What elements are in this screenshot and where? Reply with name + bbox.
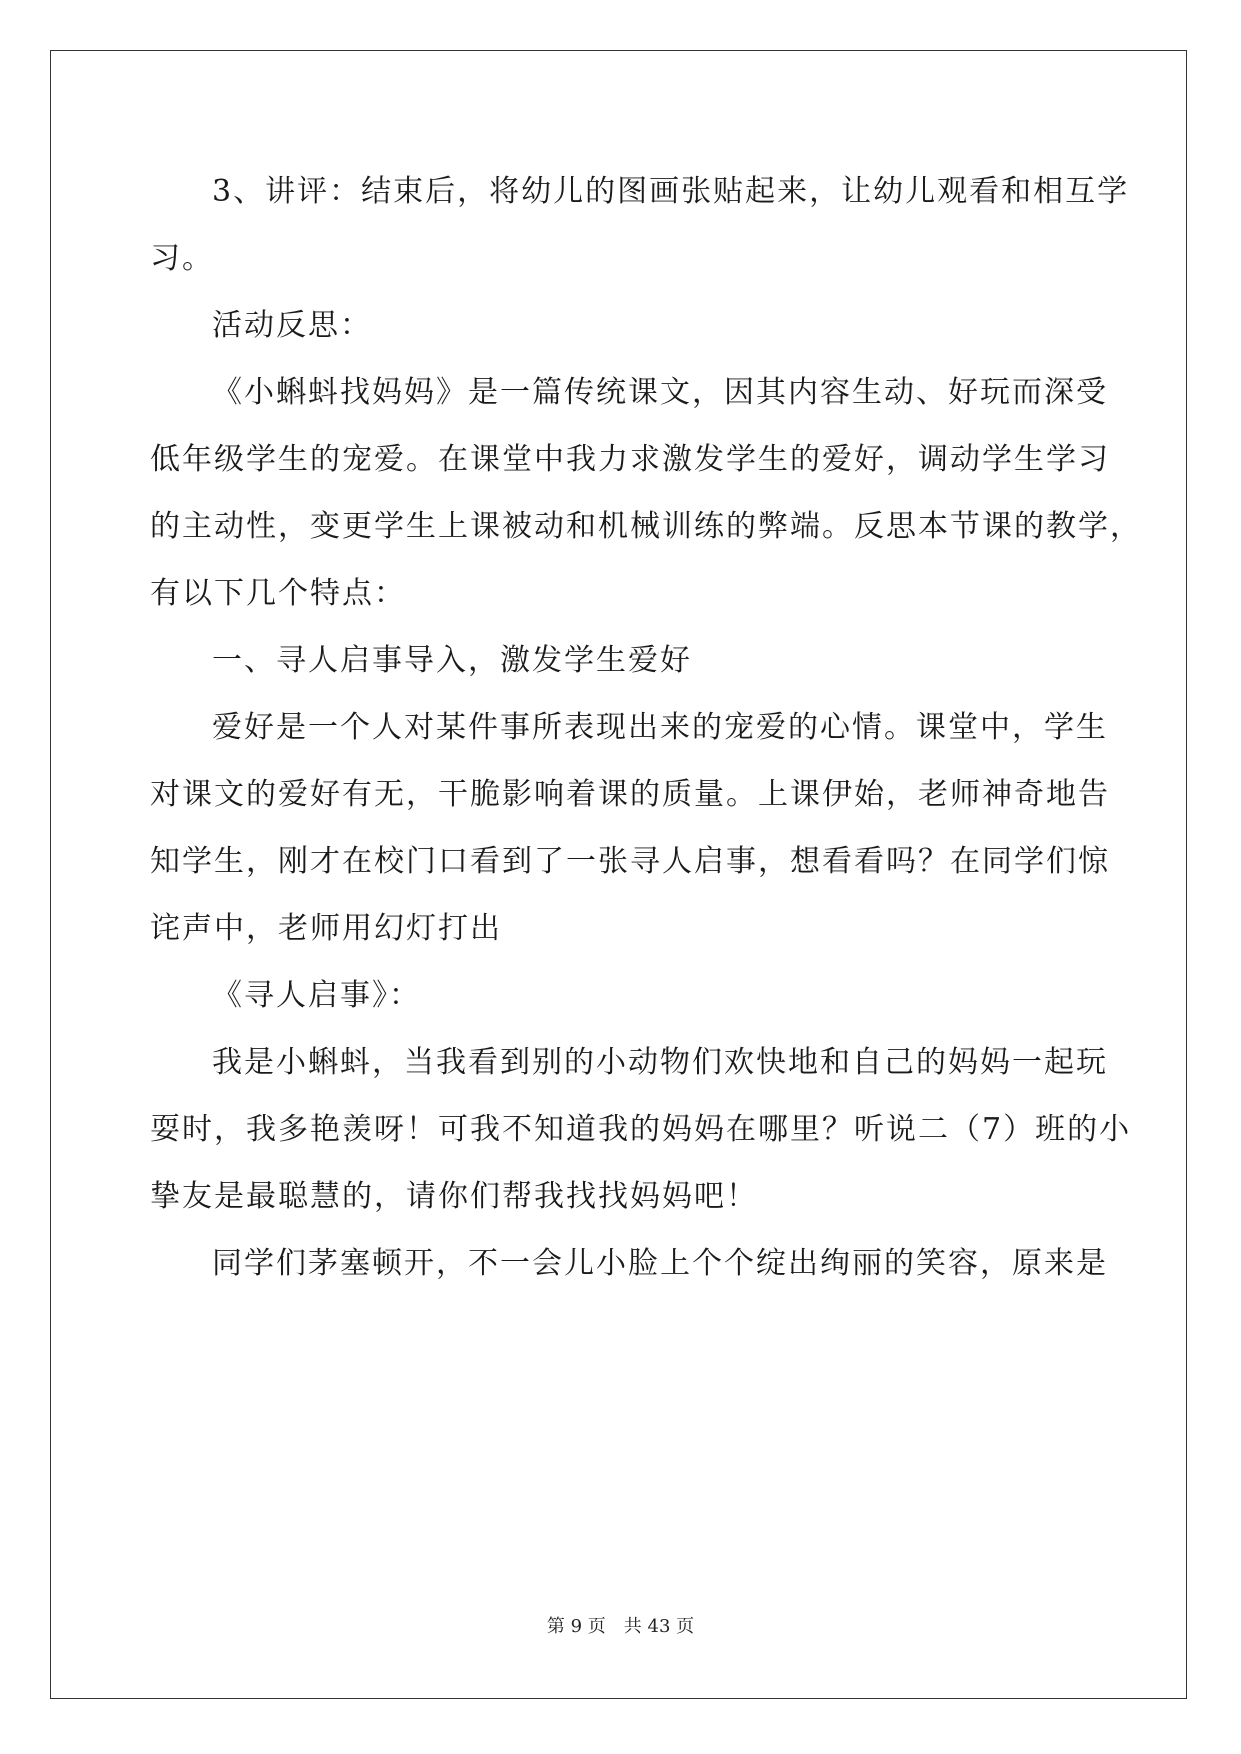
page-footer	[0, 1612, 1241, 1638]
paragraph-line: 的主动性，变更学生上课被动和机械训练的弊端。反思本节课的教学，	[150, 509, 1142, 544]
paragraph-line: 耍时，我多艳羡呀！可我不知道我的妈妈在哪里？听说二（7）班的小	[150, 1112, 1132, 1147]
document-body	[150, 158, 1142, 1297]
paragraph-line: 爱好是一个人对某件事所表现出来的宠爱的心情。课堂中，学生	[212, 710, 1108, 745]
paragraph-line: 我是小蝌蚪，当我看到别的小动物们欢快地和自己的妈妈一起玩	[212, 1045, 1108, 1080]
section-heading: 一、寻人启事导入，激发学生爱好	[212, 643, 692, 678]
paragraph-line: 习。	[150, 241, 214, 276]
paragraph-line: 《小蝌蚪找妈妈》是一篇传统课文，因其内容生动、好玩而深受	[212, 375, 1108, 410]
paragraph-line: 知学生，刚才在校门口看到了一张寻人启事，想看看吗？在同学们惊	[150, 844, 1110, 879]
paragraph-line: 挚友是最聪慧的，请你们帮我找找妈妈吧！	[150, 1179, 758, 1214]
paragraph-line: 对课文的爱好有无，干脆影响着课的质量。上课伊始，老师神奇地告	[150, 777, 1110, 812]
page-number-label: 第 9 页 共 43 页	[546, 1616, 695, 1637]
section-heading: 活动反思：	[212, 308, 372, 343]
paragraph-line: 3、讲评：结束后，将幼儿的图画张贴起来，让幼儿观看和相互学	[212, 174, 1130, 209]
paragraph-line: 低年级学生的宠爱。在课堂中我力求激发学生的爱好，调动学生学习	[150, 442, 1110, 477]
paragraph-line: 《寻人启事》：	[212, 978, 421, 1013]
paragraph-line: 有以下几个特点：	[150, 576, 406, 611]
paragraph-line: 诧声中，老师用幻灯打出	[150, 911, 502, 946]
paragraph-line: 同学们茅塞顿开，不一会儿小脸上个个绽出绚丽的笑容，原来是	[212, 1246, 1108, 1281]
